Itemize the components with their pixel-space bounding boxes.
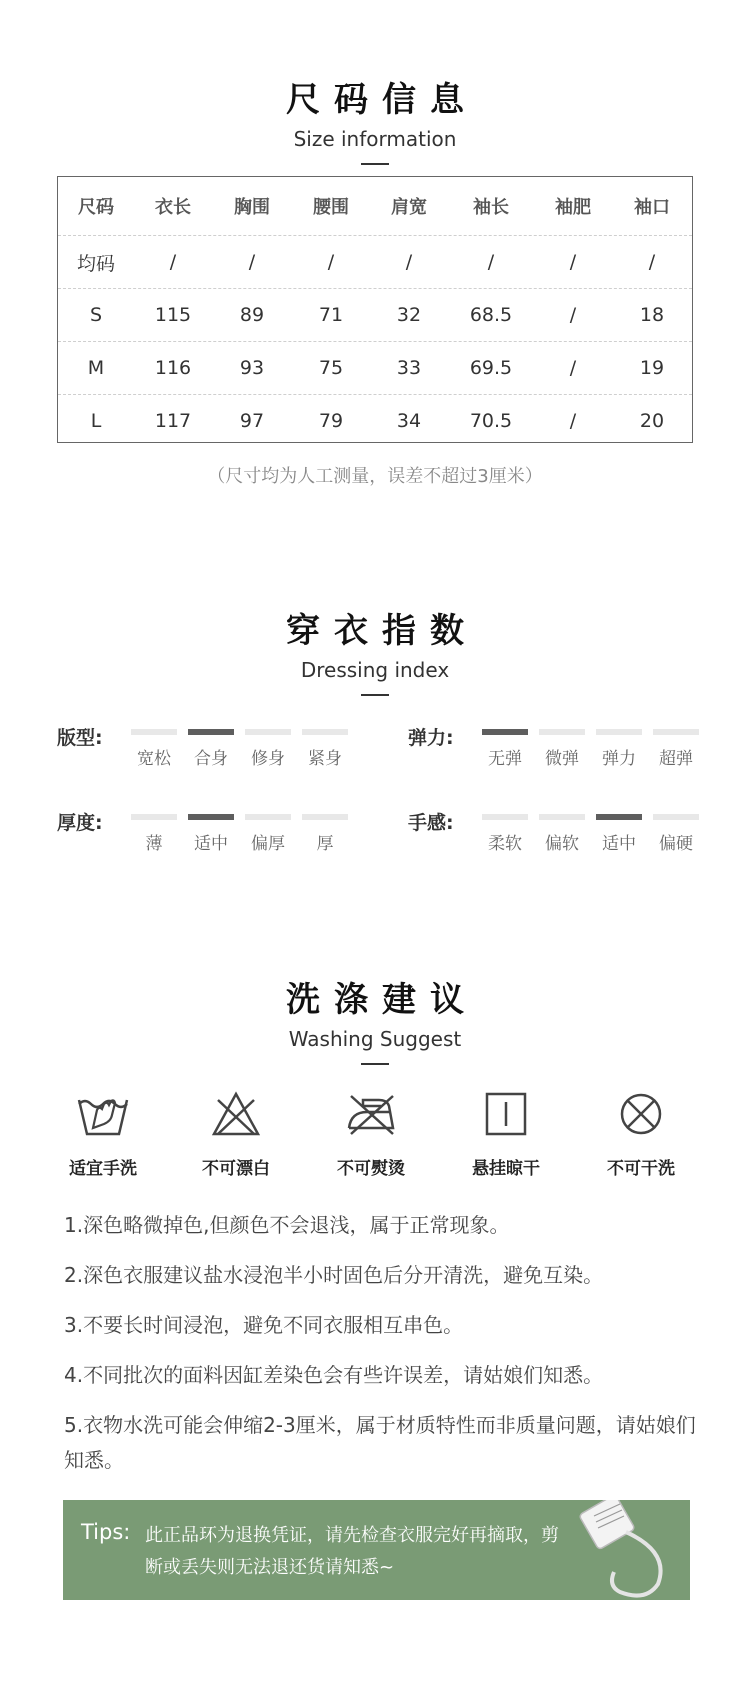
- wash-note: 2.深色衣服建议盐水浸泡半小时固色后分开清洗，避免互染。: [64, 1263, 604, 1287]
- washing-subtitle: Washing Suggest: [288, 1027, 462, 1051]
- indicator-bar: [482, 814, 528, 820]
- hang-dry-icon: [478, 1090, 534, 1138]
- dressing-index-option: [302, 729, 348, 769]
- dressing-index-label: 弹力:: [408, 727, 454, 749]
- table-cell: 68.5: [469, 304, 513, 326]
- dressing-index-group: [57, 723, 357, 783]
- no-iron-icon: [343, 1090, 399, 1138]
- table-header-row: [58, 177, 692, 236]
- indicator-bar: [653, 814, 699, 820]
- option-label: 修身: [251, 749, 285, 769]
- dressing-index-group: [408, 723, 708, 783]
- option-label: 紧身: [308, 749, 342, 769]
- option-label: 偏软: [545, 834, 579, 854]
- wash-item-hang-dry: [451, 1090, 561, 1179]
- table-cell: 均码: [76, 252, 115, 275]
- table-cell: /: [405, 251, 413, 273]
- table-cell: /: [648, 251, 656, 273]
- table-cell: S: [89, 304, 103, 326]
- table-cell: 33: [396, 357, 422, 379]
- title-divider: [361, 694, 389, 696]
- wash-item-no-bleach: [181, 1090, 291, 1179]
- size-table: [57, 176, 693, 443]
- option-label: 薄: [145, 834, 163, 854]
- dressing-index-option: [188, 814, 234, 854]
- wash-item-no-iron: [316, 1090, 426, 1179]
- size-subtitle: Size information: [293, 127, 457, 151]
- option-label: 柔软: [488, 834, 522, 854]
- wash-item-no-dry-clean: [586, 1090, 696, 1179]
- dressing-section-header: [0, 603, 750, 696]
- washing-section-header: [0, 972, 750, 1065]
- tips-banner: [63, 1500, 690, 1600]
- dressing-index-option: [539, 814, 585, 854]
- header-cell: 袖长: [473, 197, 509, 218]
- table-cell: /: [569, 251, 577, 273]
- wash-label: 不可漂白: [202, 1159, 270, 1179]
- table-cell: 19: [639, 357, 665, 379]
- dressing-index-option: [302, 814, 348, 854]
- table-cell: 79: [318, 410, 344, 432]
- tips-label: Tips:: [81, 1520, 131, 1544]
- dressing-subtitle: Dressing index: [300, 658, 450, 682]
- table-cell: 117: [154, 410, 192, 432]
- no-bleach-icon: [208, 1090, 264, 1138]
- table-cell: 115: [154, 304, 192, 326]
- dressing-index-option: [482, 814, 528, 854]
- dressing-index-group: [408, 808, 708, 868]
- table-cell: /: [569, 357, 577, 379]
- option-label: 适中: [602, 834, 636, 854]
- table-cell: 34: [396, 410, 422, 432]
- dressing-index-option: [245, 729, 291, 769]
- selected-indicator-bar: [188, 814, 234, 820]
- option-label: 无弹: [488, 749, 522, 769]
- option-label: 超弹: [659, 749, 693, 769]
- table-cell: 20: [639, 410, 665, 432]
- wash-label: 不可干洗: [607, 1159, 675, 1179]
- hand-wash-icon: [75, 1090, 131, 1138]
- table-row: [58, 395, 692, 447]
- indicator-bar: [653, 729, 699, 735]
- dressing-index-group: [57, 808, 357, 868]
- option-label: 合身: [194, 749, 228, 769]
- security-tag-icon: [570, 1500, 680, 1600]
- dressing-index-option: [188, 729, 234, 769]
- table-cell: M: [87, 357, 105, 379]
- size-title: 尺码信息: [286, 80, 478, 120]
- table-cell: 97: [239, 410, 265, 432]
- option-label: 微弹: [545, 749, 579, 769]
- indicator-bar: [539, 814, 585, 820]
- selected-indicator-bar: [188, 729, 234, 735]
- size-section-header: [0, 72, 750, 165]
- dressing-index-option: [482, 729, 528, 769]
- dressing-title: 穿衣指数: [286, 611, 478, 651]
- wash-label: 悬挂晾干: [472, 1159, 540, 1179]
- table-row: [58, 236, 692, 289]
- dressing-index-option: [539, 729, 585, 769]
- table-cell: 71: [318, 304, 344, 326]
- washing-title: 洗涤建议: [286, 980, 478, 1020]
- dressing-index-option: [653, 729, 699, 769]
- indicator-bar: [245, 814, 291, 820]
- dressing-index-option: [245, 814, 291, 854]
- table-cell: L: [90, 410, 102, 432]
- dressing-index-label: 手感:: [408, 812, 454, 834]
- table-cell: 75: [318, 357, 344, 379]
- option-label: 偏厚: [251, 834, 285, 854]
- option-label: 宽松: [137, 749, 171, 769]
- table-cell: 70.5: [469, 410, 513, 432]
- header-cell: 肩宽: [391, 197, 427, 218]
- table-cell: 89: [239, 304, 265, 326]
- dressing-index-option: [596, 814, 642, 854]
- header-cell: 胸围: [234, 197, 270, 218]
- indicator-bar: [302, 814, 348, 820]
- wash-note: 5.衣物水洗可能会伸缩2-3厘米，属于材质特性而非质量问题，请姑娘们知悉。: [64, 1413, 696, 1472]
- wash-note: 4.不同批次的面料因缸差染色会有些许误差，请姑娘们知悉。: [64, 1363, 604, 1387]
- header-cell: 袖肥: [555, 197, 591, 218]
- option-label: 偏硬: [659, 834, 693, 854]
- table-cell: /: [248, 251, 256, 273]
- size-note: （尺寸均为人工测量，误差不超过3厘米）: [207, 466, 543, 487]
- indicator-bar: [539, 729, 585, 735]
- header-cell: 尺码: [78, 197, 114, 218]
- wash-note: 3.不要长时间浸泡，避免不同衣服相互串色。: [64, 1313, 464, 1337]
- indicator-bar: [131, 729, 177, 735]
- title-divider: [361, 1063, 389, 1065]
- dressing-index-option: [131, 814, 177, 854]
- table-cell: 93: [239, 357, 265, 379]
- indicator-bar: [596, 729, 642, 735]
- table-cell: /: [327, 251, 335, 273]
- option-label: 弹力: [602, 749, 636, 769]
- dressing-index-option: [596, 729, 642, 769]
- dressing-index-label: 版型:: [57, 727, 103, 749]
- title-divider: [361, 163, 389, 165]
- option-label: 厚: [316, 834, 334, 854]
- header-cell: 袖口: [634, 197, 670, 218]
- table-cell: 69.5: [469, 357, 513, 379]
- wash-label: 适宜手洗: [69, 1159, 137, 1179]
- indicator-bar: [302, 729, 348, 735]
- table-row: [58, 289, 692, 342]
- dressing-index-option: [653, 814, 699, 854]
- wash-item-hand-wash: [48, 1090, 158, 1179]
- wash-label: 不可熨烫: [337, 1159, 405, 1179]
- selected-indicator-bar: [482, 729, 528, 735]
- selected-indicator-bar: [596, 814, 642, 820]
- no-dry-clean-icon: [613, 1090, 669, 1138]
- indicator-bar: [245, 729, 291, 735]
- header-cell: 衣长: [155, 197, 191, 218]
- table-cell: 116: [154, 357, 192, 379]
- table-cell: /: [569, 304, 577, 326]
- dressing-index-option: [131, 729, 177, 769]
- table-cell: 18: [639, 304, 665, 326]
- table-cell: 32: [396, 304, 422, 326]
- indicator-bar: [131, 814, 177, 820]
- dressing-index-label: 厚度:: [57, 812, 103, 834]
- header-cell: 腰围: [313, 197, 349, 218]
- wash-note: 1.深色略微掉色,但颜色不会退浅，属于正常现象。: [64, 1213, 510, 1237]
- table-cell: /: [569, 410, 577, 432]
- table-cell: /: [169, 251, 177, 273]
- table-cell: /: [487, 251, 495, 273]
- table-row: [58, 342, 692, 395]
- option-label: 适中: [194, 834, 228, 854]
- tips-text: 此正品环为退换凭证，请先检查衣服完好再摘取，剪断或丢失则无法退还货请知悉~: [145, 1525, 559, 1578]
